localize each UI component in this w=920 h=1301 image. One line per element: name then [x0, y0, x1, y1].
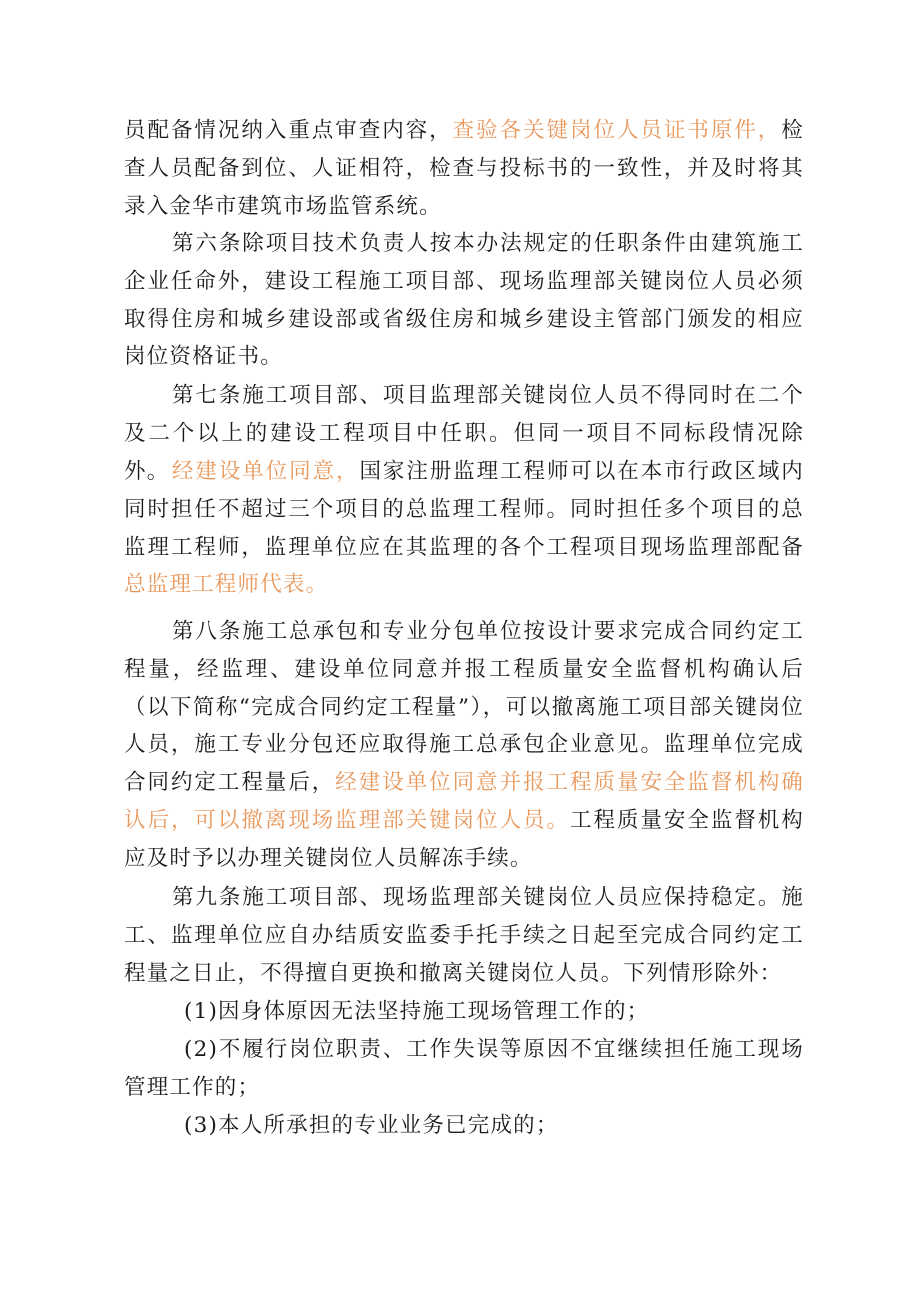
text-segment: (2)不履行岗位职责、工作失误等原因不宜继续担任施工现场管理工作的； — [124, 1037, 804, 1100]
list-item-1 — [124, 993, 804, 1031]
text-segment: (3)本人所承担的专业业务已完成的； — [184, 1113, 559, 1138]
text-segment: 第六条除项目技术负责人按本办法规定的任职条件由建筑施工企业任命外，建设工程施工项目部、现场监理部关键岗位人员必须取得住房和城乡建设部或省级住房和城乡建设主管部门颁发的相应岗位资格证书。 — [124, 231, 804, 370]
text-segment: 第九条施工项目部、现场监理部关键岗位人员应保持稳定。施工、监理单位应自办结质安监委手托手续之日起至完成合同约定工程量之日止，不得擅自更换和撤离关键岗位人员。下列情形除外： — [124, 885, 804, 986]
paragraph-review-content — [124, 112, 804, 225]
highlighted-text: 经建设单位同意， — [172, 459, 360, 484]
paragraph-article-6 — [124, 225, 804, 376]
paragraph-article-9 — [124, 879, 804, 992]
highlighted-text: 查验各关键岗位人员证书原件， — [452, 118, 782, 143]
text-segment: 检查人员配备到位、人证相符，检查与投标书的一致性，并及时将其录入金华市建筑市场监管系统。 — [124, 118, 804, 219]
highlighted-text: 总监理工程师代表。 — [124, 572, 329, 598]
text-segment: 国家注册监理工程师可以在本市行政区域内同时担任不超过三个项目的总监理工程师。同时担任多个项目的总监理工程师，监理单位应在其监理的各个工程项目现场监理部配备 — [124, 459, 804, 560]
list-item-3 — [124, 1107, 804, 1145]
text-segment: (1)因身体原因无法坚持施工现场管理工作的； — [184, 999, 650, 1024]
paragraph-chief-supervisor — [124, 453, 804, 604]
paragraph-article-8 — [124, 613, 804, 878]
highlighted-text: 经建设单位同意并报工程质量安全监督机构确认后，可以撤离现场监理部关键岗位人员。 — [124, 770, 804, 833]
text-segment: 工程质量安全监督机构应及时予以办理关键岗位人员解冻手续。 — [124, 807, 804, 871]
list-item-2 — [124, 1031, 804, 1107]
text-segment: 第八条施工总承包和专业分包单位按设计要求完成合同约定工程量，经监理、建设单位同意并报工程质量安全监督机构确认后（以下简称“完成合同约定工程量”），可以撤离施工项目部关键岗位人员，施工专业分包还应取得施工总承包企业意见。监理单位完成合同约定工程量后， — [124, 619, 804, 796]
text-segment: 员配备情况纳入重点审查内容， — [124, 118, 453, 143]
text-segment: 第七条施工项目部、项目监理部关键岗位人员不得同时在二个及二个以上的建设工程项目中任职。但同一项目不同标段情况除外。 — [124, 383, 804, 484]
